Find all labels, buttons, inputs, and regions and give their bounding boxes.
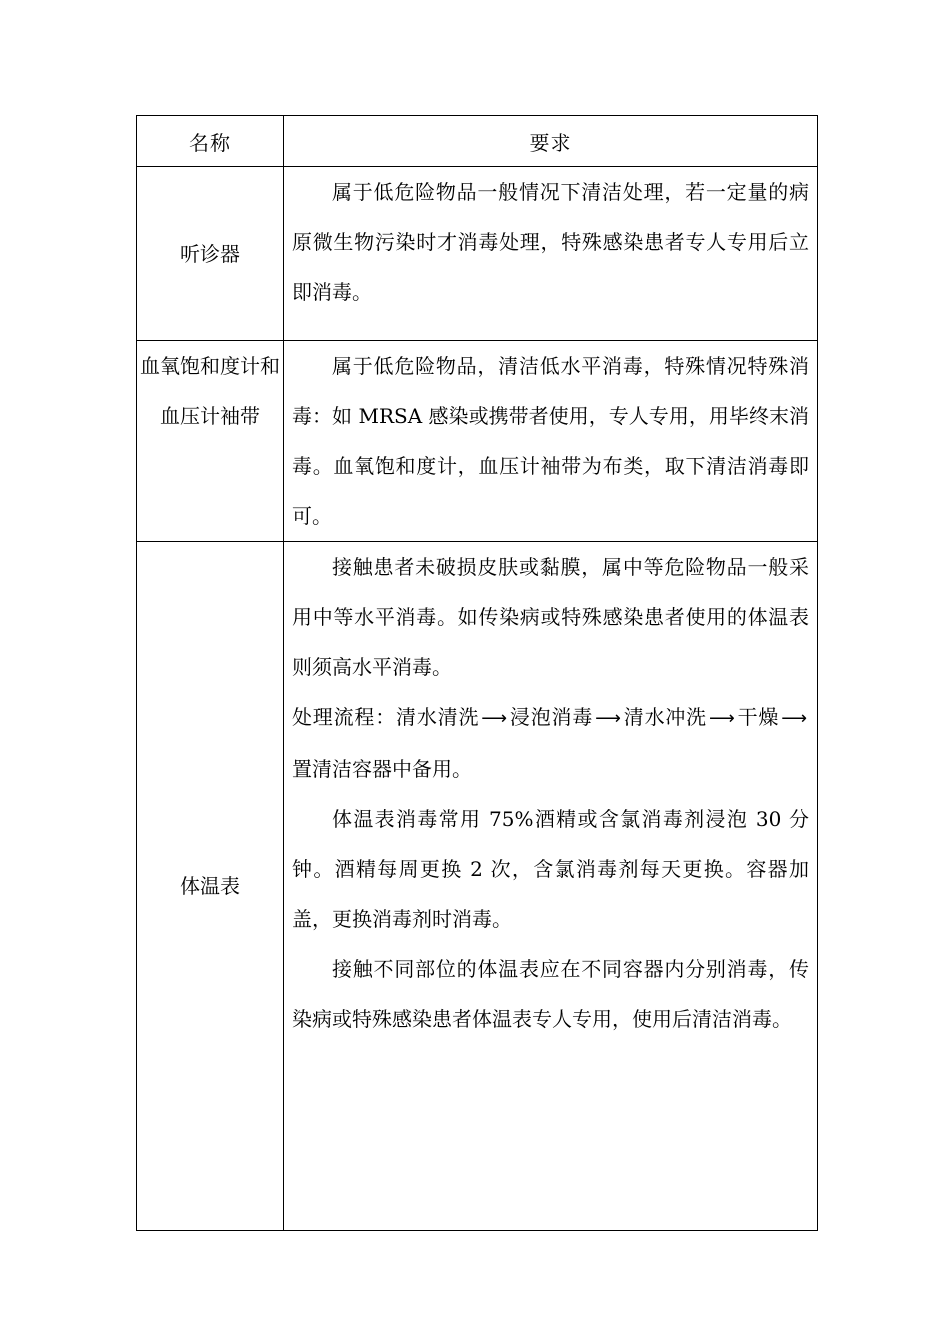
- item-name-thermometer: 体温表: [137, 542, 284, 1231]
- flow-step: 置清洁容器中备用。: [292, 757, 472, 781]
- right-arrow-icon: ⟶: [781, 708, 808, 729]
- table-row: [137, 341, 818, 542]
- flow-step: 清水清洗: [396, 705, 480, 729]
- item-name-stethoscope: 听诊器: [137, 167, 284, 341]
- right-arrow-icon: ⟶: [709, 708, 735, 729]
- flow-step: 浸泡消毒: [509, 705, 594, 729]
- process-flow-label: 处理流程：: [292, 705, 397, 729]
- flow-step: 干燥: [736, 705, 780, 729]
- requirement-paragraph: 体温表消毒常用 75%酒精或含氯消毒剂浸泡 30 分钟。酒精每周更换 2 次，含氯消毒剂每天更换。容器加盖，更换消毒剂时消毒。: [292, 807, 809, 931]
- right-arrow-icon: ⟶: [595, 708, 621, 729]
- disinfection-requirements-table: [136, 115, 818, 1231]
- requirement-paragraph: 接触患者未破损皮肤或黏膜，属中等危险物品一般采用中等水平消毒。如传染病或特殊感染患者使用的体温表则须高水平消毒。: [292, 555, 809, 679]
- table-header-row: [137, 116, 818, 167]
- item-name-oximeter-cuff: 血氧饱和度计和血压计袖带: [137, 341, 284, 542]
- requirement-paragraph: 属于低危险物品一般情况下清洁处理，若一定量的病原微生物污染时才消毒处理，特殊感染患者专人专用后立即消毒。: [292, 180, 809, 304]
- header-requirement-cell: 要求: [284, 116, 818, 167]
- table-row: [137, 542, 818, 1231]
- process-flow: [292, 692, 809, 794]
- flow-step: 清水冲洗: [622, 705, 707, 729]
- table-row: [137, 167, 818, 341]
- requirement-cell: [284, 542, 818, 1231]
- right-arrow-icon: ⟶: [481, 708, 508, 729]
- requirement-paragraph: 属于低危险物品，清洁低水平消毒，特殊情况特殊消毒：如 MRSA 感染或携带者使用，专人专用，用毕终末消毒。血氧饱和度计，血压计袖带为布类，取下清洁消毒即可。: [292, 354, 809, 528]
- header-name-cell: 名称: [137, 116, 284, 167]
- requirement-paragraph: 接触不同部位的体温表应在不同容器内分别消毒，传染病或特殊感染患者体温表专人专用，使用后清洁消毒。: [292, 957, 809, 1031]
- requirement-cell: [284, 167, 818, 341]
- requirement-cell: [284, 341, 818, 542]
